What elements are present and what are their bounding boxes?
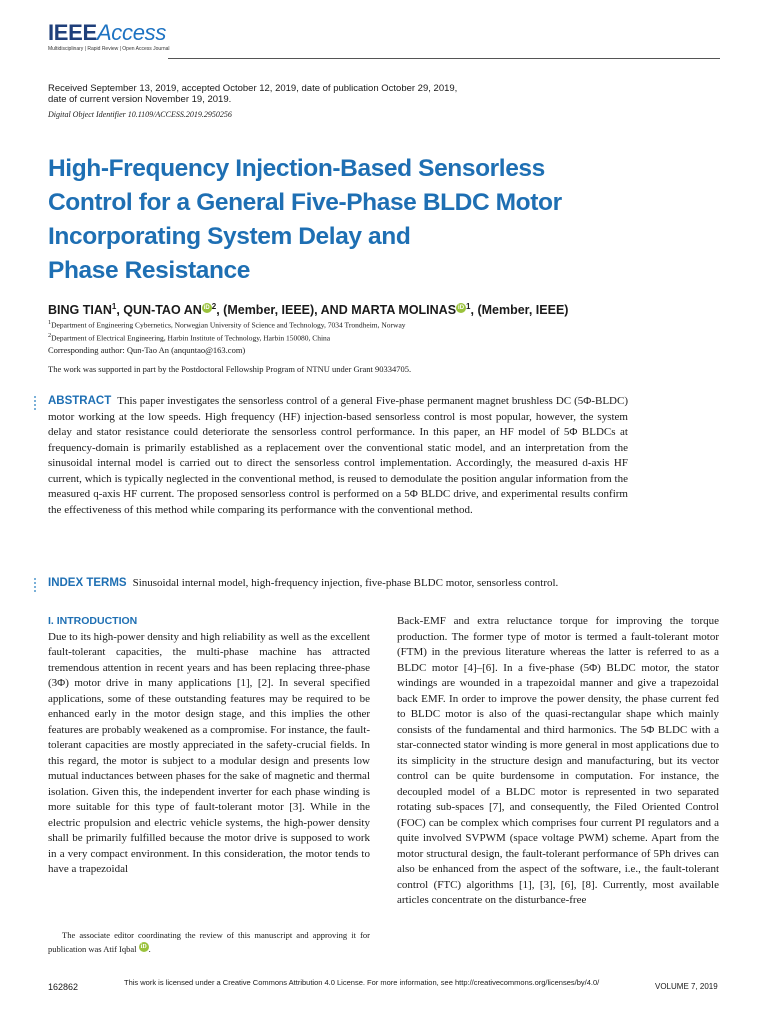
title-line-3: Incorporating System Delay and [48, 223, 411, 250]
body-column-right [397, 614, 719, 909]
corresponding-author: Corresponding author: Qun-Tao An (anquntao@163.com) [48, 345, 246, 355]
doi: Digital Object Identifier 10.1109/ACCESS.2019.2950256 [48, 110, 232, 119]
logo-brand-bold: IEEE [48, 20, 97, 45]
paper-title [48, 152, 648, 288]
editor-footnote [48, 929, 370, 956]
author-1-affil: 1 [111, 302, 117, 311]
body-column-left [48, 614, 370, 878]
title-line-2: Control for a General Five-Phase BLDC Motor [48, 189, 562, 216]
abstract-marker-icon [34, 396, 37, 412]
page-number: 162862 [48, 982, 79, 992]
logo-brand-italic: Access [96, 20, 167, 45]
orcid-icon[interactable]: iD [140, 944, 147, 950]
abstract-heading: ABSTRACT [48, 395, 112, 407]
journal-logo [48, 22, 170, 52]
affiliation-1: Department of Engineering Cybernetics, Norwegian University of Science and Technology, 7034 Trondheim, Norway [51, 320, 406, 330]
orcid-icon[interactable]: iD [458, 305, 465, 311]
header-rule [168, 58, 720, 59]
affiliations [48, 318, 406, 343]
author-2: , QUN-TAO AN [116, 303, 202, 318]
author-list [48, 302, 568, 317]
affiliation-2: Department of Electrical Engineering, Harbin Institute of Technology, Harbin 150080, China [51, 333, 331, 342]
intro-paragraph-right: Back-EMF and extra reluctance torque for improving the torque production. The former type of motor is termed a fault-tolerant motor (FTM) in the previous literature whereas the latter is referred to as a BLDC motor [4]–[6]. In a five-phase (5Φ) BLDC motor, the stator windings are wounded in a trapezoidal manner and give a trapezoidal back EMF. In order to improve the power density, the phase current fed to BLDC motor is also of the quasi-rectangular shape which mainly consists of the fundamental and third harmonics. The 5Φ BLDC with a star-connected stator winding is more general in most applications due to its simplicity in the structure design and manufacturing, but its vector control can be quite burdensome in computation. For instance, the decoupled model of a BLDC motor is represented in two separated rotating sub-spaces [7], and consequently, the Filed Oriented Control (FOC) can be complex which comprises four current PI regulators and a quite involved SVPWM (space voltage PWM) scheme. Apart from the motor structural design, the fault-tolerant performance of 5Ph drives can also be enhanced from the aspect of the software, i.e., the fault-tolerant control (FTC) algorithms [1], [3], [6], [8]. Currently, most available articles concentrate on the disturbance-free [397, 615, 719, 906]
logo-tagline: Multidisciplinary | Rapid Review | Open Access Journal [48, 46, 170, 52]
publication-dates [48, 83, 508, 105]
abstract [48, 394, 628, 518]
orcid-icon[interactable]: iD [203, 305, 210, 311]
affil-2-mark: 2 [48, 331, 52, 339]
dates-line-1: Received September 13, 2019, accepted October 12, 2019, date of publication October 29, 2019, [48, 83, 458, 94]
dates-line-2: date of current version November 19, 2019. [48, 94, 232, 105]
abstract-text: This paper investigates the sensorless control of a general Five-phase permanent magnet brushless DC (5Φ-BLDC) motor working at the low speeds. High frequency (HF) injection-based sensorless control is most popular, however, the system delay and stator resistance could deteriorate the sensorless control performance. In this paper, an HF model of 5Φ BLDCs at frequency-domain is primarily established as a replacement over the conventional static model, and an interpretation from the sinusoidal internal model is carried out to direct the sensorless control implementation. Accordingly, the measured d-axis HF current, which is typically neglected in the conventional method, is reused to demodulate the position angular information from the measured q-axis HF current. The proposed sensorless control is performed on a 5Φ BLDC drive, and experimental results confirm the effectiveness of this method while comparing its performance with the conventional method. [48, 395, 628, 516]
funding-note: The work was supported in part by the Postdoctoral Fellowship Program of NTNU under Grant 90334705. [48, 364, 412, 374]
license-notice[interactable]: This work is licensed under a Creative Commons Attribution 4.0 License. For more information, see http://creativecommons.org/licenses/by/4.0/ [124, 978, 600, 987]
footnote-end: . [148, 943, 151, 954]
volume-label: VOLUME 7, 2019 [655, 982, 718, 991]
footnote-text: The associate editor coordinating the review of this manuscript and approving it for publication was Atif Iqbal [48, 930, 370, 954]
author-2-affil: 2 [211, 302, 217, 311]
index-terms [48, 576, 628, 592]
intro-paragraph-left: Due to its high-power density and high reliability as well as the excellent fault-tolerant capacities, the multi-phase machine has attracted tremendous attention in recent years and has been replacing three-phase (3Φ) motor drive in many applications [1], [2]. In several specified applications, some of these outstanding features may be required to be enhanced early in the motor design stage, and this implies the other features are probably weakened as a compromise. For instance, the fault-tolerant capacities are mostly appreciated in the safety-crucial fields. In this regard, the motor is subject to a modular design and presents low mutual inductances between phases for the sake of magnetic and thermal isolation. Given this, the independent inverter for each phase winding is more suitable for this type of fault-tolerant motor [3]. While in the electric propulsion and electric vehicle systems, the high-power density shall be primarily fulfilled because the motor drive is supposed to work in a very compact environment. In this consideration, the motor tends to have a trapezoidal [48, 630, 370, 875]
author-3-affil: 1 [466, 302, 471, 311]
author-3-tail: , (Member, IEEE) [470, 303, 569, 318]
index-terms-marker-icon [34, 578, 37, 594]
section-heading: I. INTRODUCTION [48, 615, 138, 627]
title-line-1: High-Frequency Injection-Based Sensorless [48, 155, 545, 182]
index-terms-heading: INDEX TERMS [48, 577, 127, 589]
author-2-tail: , (Member, IEEE), AND MARTA MOLINAS [216, 303, 457, 318]
title-line-4: Phase Resistance [48, 257, 250, 284]
index-terms-text: Sinusoidal internal model, high-frequency injection, five-phase BLDC motor, sensorless control. [132, 577, 559, 589]
affil-1-mark: 1 [48, 319, 52, 326]
author-1: BING TIAN [48, 303, 112, 318]
